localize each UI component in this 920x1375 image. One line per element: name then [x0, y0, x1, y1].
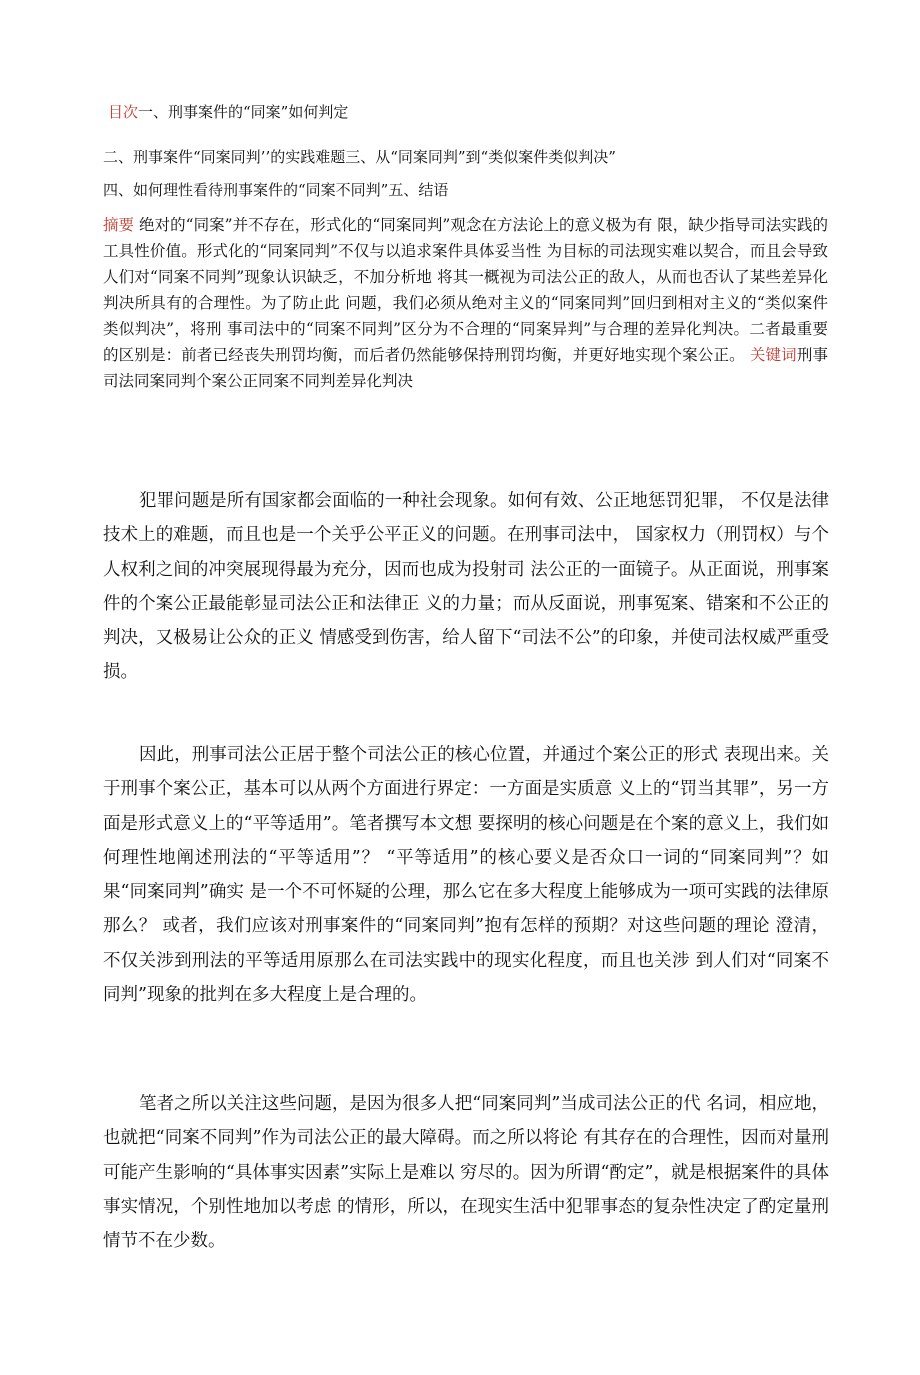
body-paragraph-3-text: 笔者之所以关注这些问题，是因为很多人把“同案同判”当成司法公正的代 名词，相应地，也就把“同案不同判”作为司法公正的最大障碍。而之所以将论 有其存在的合理性，因而对量刑可能产生影响的“具体事实因素”实际上是难以 穷尽的。因为所谓“酌定”，就是根据案件的具体事实情况，个别性地加以考虑 的情形，所以，在现实生活中犯罪事态的复杂性决定了酌定量刑情节不在少数。	[103, 1094, 829, 1252]
body-paragraph-2-text: 因此，刑事司法公正居于整个司法公正的核心位置，并通过个案公正的形式 表现出来。关于刑事个案公正，基本可以从两个方面进行界定：一方面是实质意 义上的“罚当其罪”，另一方面是形式意义上的“平等适用”。笔者撰写本文想 要探明的核心问题是在个案的意义上，我们如何理性地阐述刑法的“平等适用”？ “平等适用”的核心要义是否众口一词的“同案同判”？如果“同案同判”确实 是一个不可怀疑的公理，那么它在多大程度上能够成为一项可实践的法律原那么？ 或者，我们应该对刑事案件的“同案同判”抱有怎样的预期？对这些问题的理论 澄清，不仅关涉到刑法的平等适用原那么在司法实践中的现实化程度，而且也关涉 到人们对“同案不同判”现象的批判在多大程度上是合理的。	[103, 745, 829, 1006]
toc-line-3: 四、如何理性看待刑事案件的“同案不同判”五、结语	[103, 181, 449, 199]
toc-item-1: 一、刑事案件的“同案”如何判定	[138, 103, 349, 121]
keywords-label: 关键词	[749, 346, 797, 364]
keywords-text: 刑事司法同案同判个案公正同案不同判差异化判决	[103, 346, 828, 390]
body-paragraph-1-text: 犯罪问题是所有国家都会面临的一种社会现象。如何有效、公正地惩罚犯罪， 不仅是法律技术上的难题，而且也是一个关乎公平正义的问题。在刑事司法中， 国家权力（刑罚权）与个人权利之间的冲突展现得最为充分，因而也成为投射司 法公正的一面镜子。从正面说，刑事案件的个案公正最能彰显司法公正和法律正 义的力量；而从反面说，刑事冤案、错案和不公正的判决，又极易让公众的正义 情感受到伤害，给人留下“司法不公”的印象，并使司法权威严重受损。	[103, 491, 829, 683]
body-paragraph-2	[103, 738, 829, 1012]
body-paragraph-3	[103, 1087, 829, 1258]
toc-line-2: 二、刑事案件“同案同判’’的实践难题三、从“同案同判”到“类似案件类似判决”	[103, 148, 616, 166]
abstract	[103, 212, 828, 394]
toc-line-1	[108, 101, 348, 123]
abstract-label: 摘要	[103, 216, 135, 234]
body-paragraph-1	[103, 484, 829, 690]
toc-label: 目次	[108, 103, 139, 121]
abstract-text: 绝对的“同案”并不存在，形式化的“同案同判”观念在方法论上的意义极为有 限，缺少指导司法实践的工具性价值。形式化的“同案同判”不仅与以追求案件具体妥当性 为目标的司法现实难以契合，而且会导致人们对“同案不同判”现象认识缺乏，不加分析地 将其一概视为司法公正的敌人，从而也否认了某些差异化判决所具有的合理性。为了防止此 问题，我们必须从绝对主义的“同案同判”回归到相对主义的“类似案件类似判决”，将刑 事司法中的“同案不同判”区分为不合理的“同案异判”与合理的差异化判决。二者最重要 的区别是：前者已经丧失刑罚均衡，而后者仍然能够保持刑罚均衡，并更好地实现个案公正。	[103, 216, 828, 364]
